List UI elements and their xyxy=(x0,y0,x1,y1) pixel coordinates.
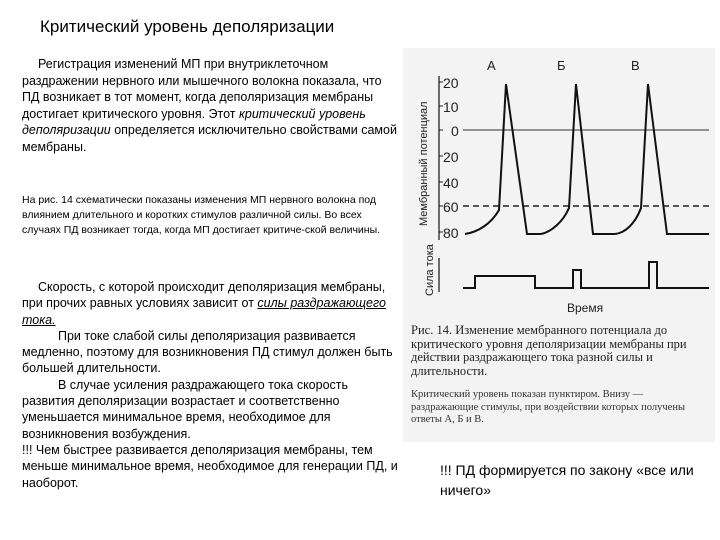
y-tick-label: 0 xyxy=(451,123,459,139)
all-or-nothing-note: !!! ПД формируется по закону «все или ничего» xyxy=(440,462,694,498)
y-axis-label: Мембранный потенциал xyxy=(418,101,430,226)
y-tick-label: 10 xyxy=(443,99,459,115)
panel-label-v: В xyxy=(631,58,640,73)
paragraph-registration xyxy=(22,56,400,155)
y-tick-label: 20 xyxy=(443,149,459,165)
time-label: Время xyxy=(567,301,604,315)
membrane-potential-diagram xyxy=(403,48,715,318)
paragraph-registration-text-b: определяется исключительно свойствами самой мембраны. xyxy=(22,123,397,154)
panel-label-b: Б xyxy=(557,58,566,73)
paragraph-registration-italic: критический уровень деполяризации xyxy=(22,106,366,137)
panel-label-a: А xyxy=(487,58,496,73)
paragraph-registration-text-a: Регистрация изменений МП при внутриклеточном раздражении нервного или мышечного волокна показала, что ПД возникает в тот момент, когда деполяризация мембраны достигает критического уровня. Этот xyxy=(22,57,382,121)
speed-underlined: силы раздражающего тока. xyxy=(22,296,386,327)
paragraph-figure-reference: На рис. 14 схематически показаны изменения МП нервного волокна под влиянием длительного и коротких стимулов различной силы. Во всех случаях ПД возникает тогда, когда МП достигает критиче-ской величины. xyxy=(22,194,381,236)
action-potential-b xyxy=(541,84,615,234)
y-tick-label: 20 xyxy=(443,75,459,91)
speed-line4: !!! Чем быстрее развивается деполяризация мембраны, тем меньше минимальное время, необходимое для генерации ПД, и наоборот. xyxy=(22,442,398,490)
y-tick-label: 40 xyxy=(443,175,459,191)
figure-caption-note: Критический уровень показан пунктиром. Внизу — раздражающие стимулы, при воздействии которых получены ответы А, Б и В. xyxy=(411,389,686,425)
stimulus-label: Сила тока xyxy=(424,244,436,296)
paragraph-depolarization-speed xyxy=(22,279,404,491)
action-potential-a xyxy=(465,84,541,234)
speed-line3: В случае усиления раздражающего тока скорость развития деполяризации возрастает и соответственно уменьшается минимальное время, необходимое для возникновения возбуждения. xyxy=(22,377,349,441)
stimulus-trace xyxy=(463,262,709,288)
figure-caption: Рис. 14. Изменение мембранного потенциала до критического уровня деполяризации мембраны при действии раздражающего тока разной силы и длительности. xyxy=(411,323,687,378)
y-tick-label: 80 xyxy=(443,225,459,241)
figure-14 xyxy=(403,48,715,442)
page-title: Критический уровень деполяризации xyxy=(40,17,335,36)
y-tick-label: 60 xyxy=(443,199,459,215)
action-potential-v xyxy=(615,84,709,234)
speed-line2: При токе слабой силы деполяризация развивается медленно, поэтому для возникновения ПД стимул должен быть большей длительности. xyxy=(22,328,393,376)
speed-line1: Скорость, с которой происходит деполяризация мембраны, при прочих равных условиях зависит от xyxy=(22,280,386,311)
